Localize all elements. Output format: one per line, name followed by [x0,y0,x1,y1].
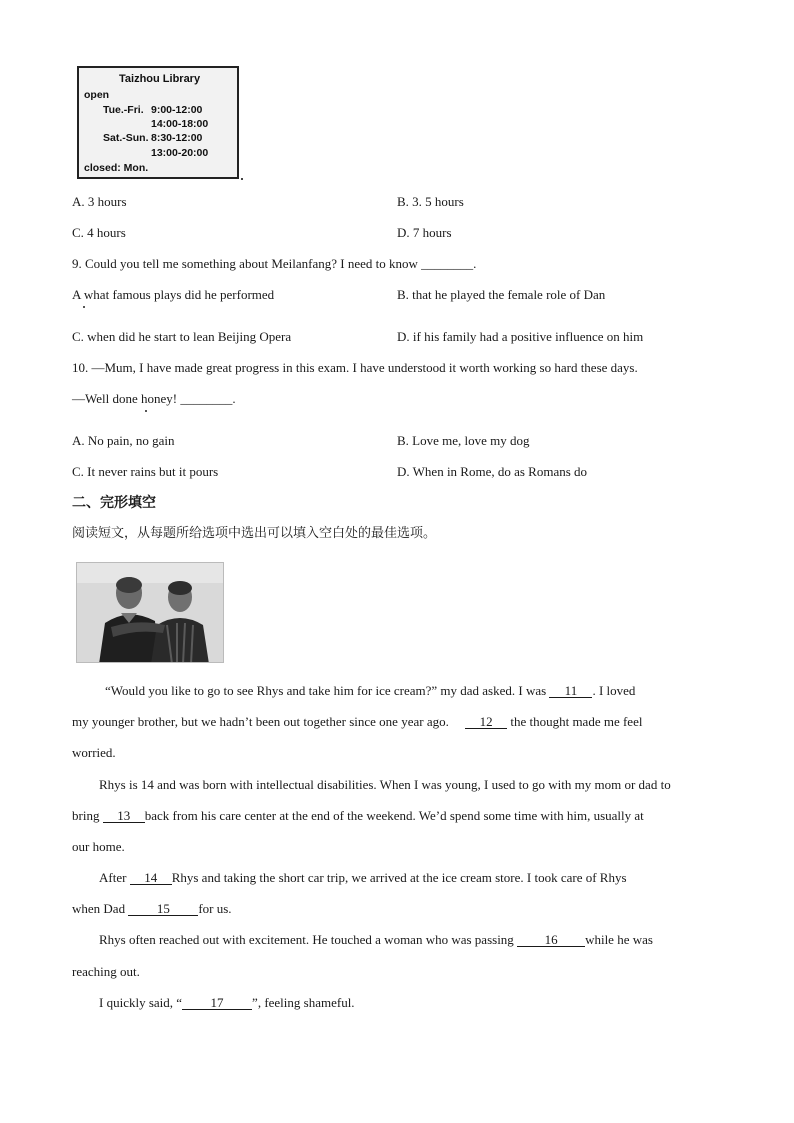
notice-row1-days: Tue.-Fri. [103,104,144,116]
q9-option-a[interactable]: A what famous plays did he performed [72,287,275,302]
passage-p1-line1: “Would you like to go to see Rhys and take him for ice cream?” my dad asked. I was 11 . I loved [105,683,636,698]
blank-11[interactable]: 11 [549,684,592,698]
notice-row2-days: Sat.-Sun. [103,132,149,144]
notice-row2-time2: 13:00-20:00 [151,147,209,159]
notice-row2-time1: 8:30-12:00 [151,132,203,144]
photo-illustration [77,563,224,663]
notice-row1-time1: 9:00-12:00 [151,104,203,116]
q10-option-a[interactable]: A. No pain, no gain [72,433,175,448]
q9-option-c[interactable]: C. when did he start to lean Beijing Opera [72,329,292,344]
q10-reply: —Well done honey! ________. [72,391,236,406]
passage-p5-line1: I quickly said, “ 17 ”, feeling shameful. [99,995,355,1010]
scan-speck [145,410,147,412]
blank-17[interactable]: 17 [182,996,252,1010]
library-hours-notice [77,66,239,179]
scan-speck [83,306,85,308]
passage-p2-line1: Rhys is 14 and was born with intellectual disabilities. When I was young, I used to go with my mom or dad to [99,777,671,792]
blank-14[interactable]: 14 [130,871,172,885]
passage-p2-line2: bring 13 back from his care center at the end of the weekend. We’d spend some time with him, usually at [72,808,644,823]
q8-option-b[interactable]: B. 3. 5 hours [397,194,464,209]
passage-p3-line1: After 14 Rhys and taking the short car trip, we arrived at the ice cream store. I took care of Rhys [99,870,627,885]
passage-p3-line2: when Dad 15 for us. [72,901,232,916]
q9-option-b[interactable]: B. that he played the female role of Dan [397,287,606,302]
notice-row1-time2: 14:00-18:00 [151,118,209,130]
blank-12[interactable]: 12 [465,715,507,729]
blank-16[interactable]: 16 [517,933,585,947]
scan-speck [241,178,243,180]
passage-p2-line3: our home. [72,839,125,854]
section-instruction: 阅读短文，从每题所给选项中选出可以填入空白处的最佳选项。 [72,526,437,541]
q10-option-d[interactable]: D. When in Rome, do as Romans do [397,464,588,479]
photo-two-brothers [76,562,224,663]
q8-option-d[interactable]: D. 7 hours [397,225,452,240]
passage-p4-line1: Rhys often reached out with excitement. He touched a woman who was passing 16 while he was [99,932,653,947]
q8-option-c[interactable]: C. 4 hours [72,225,126,240]
q10-option-c[interactable]: C. It never rains but it pours [72,464,219,479]
q8-option-a[interactable]: A. 3 hours [72,194,127,209]
notice-open-label: open [84,89,110,101]
q10-stem: 10. —Mum, I have made great progress in this exam. I have understood it worth working so hard these days. [72,360,638,375]
q10-option-b[interactable]: B. Love me, love my dog [397,433,530,448]
passage-p1-line3: worried. [72,745,116,760]
passage-p1-line2: my younger brother, but we hadn’t been out together since one year ago. 12 the thought made me feel [72,714,643,729]
blank-15[interactable]: 15 [128,902,198,916]
blank-13[interactable]: 13 [103,809,145,823]
section-title: 二、完形填空 [72,495,156,511]
notice-closed: closed: Mon. [84,162,149,174]
passage-p4-line2: reaching out. [72,964,140,979]
q9-stem: 9. Could you tell me something about Meilanfang? I need to know ________. [72,256,477,271]
notice-title: Taizhou Library [119,73,201,85]
q9-blank: ________ [421,256,474,271]
q9-option-d[interactable]: D. if his family had a positive influence on him [397,329,644,344]
q10-blank: ________ [180,391,233,406]
